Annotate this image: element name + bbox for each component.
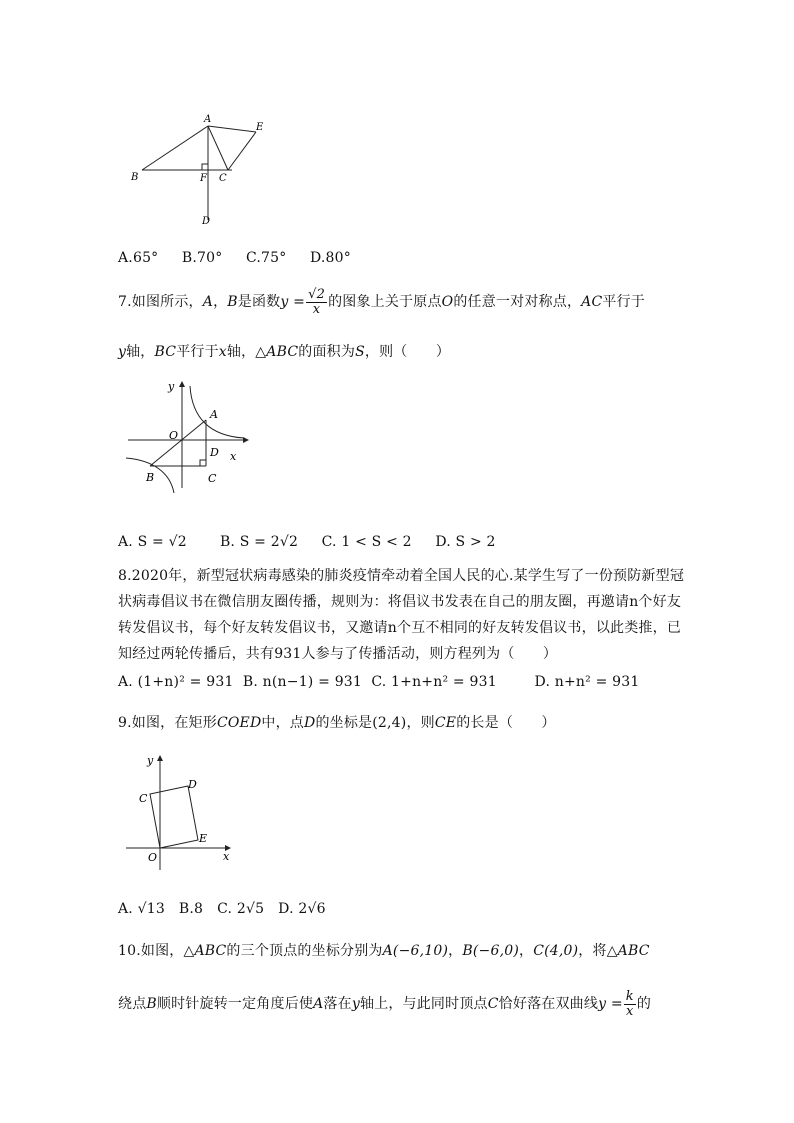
q8-option-b: B. n(n−1) = 931 — [242, 674, 363, 690]
q8-options — [118, 671, 640, 691]
q8-stem-line1: 8.2020年，新型冠状病毒感染的肺炎疫情牵动着全国人民的心.某学生写了一份预防新型冠 — [118, 568, 685, 584]
fig7-label-y: y — [168, 380, 175, 393]
figure-q7 — [120, 378, 255, 493]
fig6-label-A: A — [204, 114, 212, 125]
q6-option-d: D.80° — [309, 250, 351, 266]
fig6-label-C: C — [219, 173, 227, 184]
fig7-label-O: O — [169, 429, 179, 442]
q8-stem-line2: 状病毒倡议书在微信朋友圈传播，规则为：将倡议书发表在自己的朋友圈，再邀请n个好友 — [118, 594, 682, 610]
q9-options — [118, 901, 326, 917]
q6-options — [118, 247, 351, 267]
q10-stem-line1: 10.如图，△ABC的三个顶点的坐标分别为A(−6,10)，B(−6,0)，C(4,0)，将△ABC — [118, 943, 650, 959]
q10-stem-line2: 绕点B顺时针旋转一定角度后使A落在y轴上，与此同时顶点C恰好落在双曲线y = $\frac{k}{x}$ 的 — [118, 989, 652, 1019]
q6-option-b: B.70° — [181, 250, 223, 266]
fig7-label-A: A — [210, 408, 218, 421]
q7-option-d: D. S > 2 — [435, 534, 496, 550]
fig6-label-E: E — [256, 122, 264, 133]
q7-option-b: B. S = 2√2 — [219, 534, 299, 550]
fig9-label-y: y — [147, 754, 154, 767]
q9-option-a: A. √13 — [118, 901, 165, 917]
fig6-label-B: B — [131, 172, 139, 183]
q9-option-b: B.8 — [178, 901, 204, 917]
q7-stem-line1: 7.如图所示，A，B是函数y = $\frac{√2}{x}$ 的图象上关于原点O的任意一对对称点，AC平行于 — [118, 287, 646, 317]
q7-option-c: C. 1 < S < 2 — [321, 534, 412, 550]
q8-option-c: C. 1+n+n² = 931 — [371, 674, 497, 690]
fig7-label-x: x — [230, 450, 237, 463]
q7-stem-line2: y轴，BC平行于x轴，△ABC的面积为S，则（ ） — [118, 344, 451, 360]
q10-fraction: $\frac{k}{x}$ — [625, 989, 634, 1019]
q9-option-c: C. 2√5 — [217, 901, 265, 917]
q9-option-d: D. 2√6 — [278, 901, 326, 917]
q8-option-a: A. (1+n)² = 931 — [118, 674, 234, 690]
q9-stem: 9.如图，在矩形COED中，点D的坐标是(2,4)，则CE的长是（ ） — [118, 715, 556, 731]
q6-option-a: A.65° — [118, 250, 159, 266]
fig9-label-C: C — [139, 792, 148, 805]
fig7-label-D: D — [210, 446, 219, 459]
q7-fraction: $\frac{√2}{x}$ — [308, 287, 326, 317]
fig9-label-x: x — [223, 850, 230, 863]
q6-option-c: C.75° — [245, 250, 287, 266]
q7-option-a: A. S = √2 — [118, 534, 187, 550]
fig7-label-C: C — [208, 472, 217, 485]
fig6-label-F: F — [200, 173, 207, 184]
fig9-label-E: E — [199, 832, 208, 845]
q8-option-d: D. n+n² = 931 — [534, 674, 640, 690]
figure-q6 — [128, 110, 278, 230]
fig9-label-O: O — [148, 851, 158, 864]
fig9-label-D: D — [188, 778, 197, 791]
q8-stem-line4: 知经过两轮传播后，共有931人参与了传播活动，则方程列为（ ） — [118, 646, 558, 662]
q8-stem-line3: 转发倡议书，每个好友转发倡议书，又邀请n个互不相同的好友转发倡议书，以此类推，已 — [118, 620, 682, 636]
fig6-label-D: D — [202, 216, 211, 227]
q7-options — [118, 531, 496, 551]
fig7-label-B: B — [146, 471, 155, 484]
figure-q9 — [122, 750, 242, 870]
